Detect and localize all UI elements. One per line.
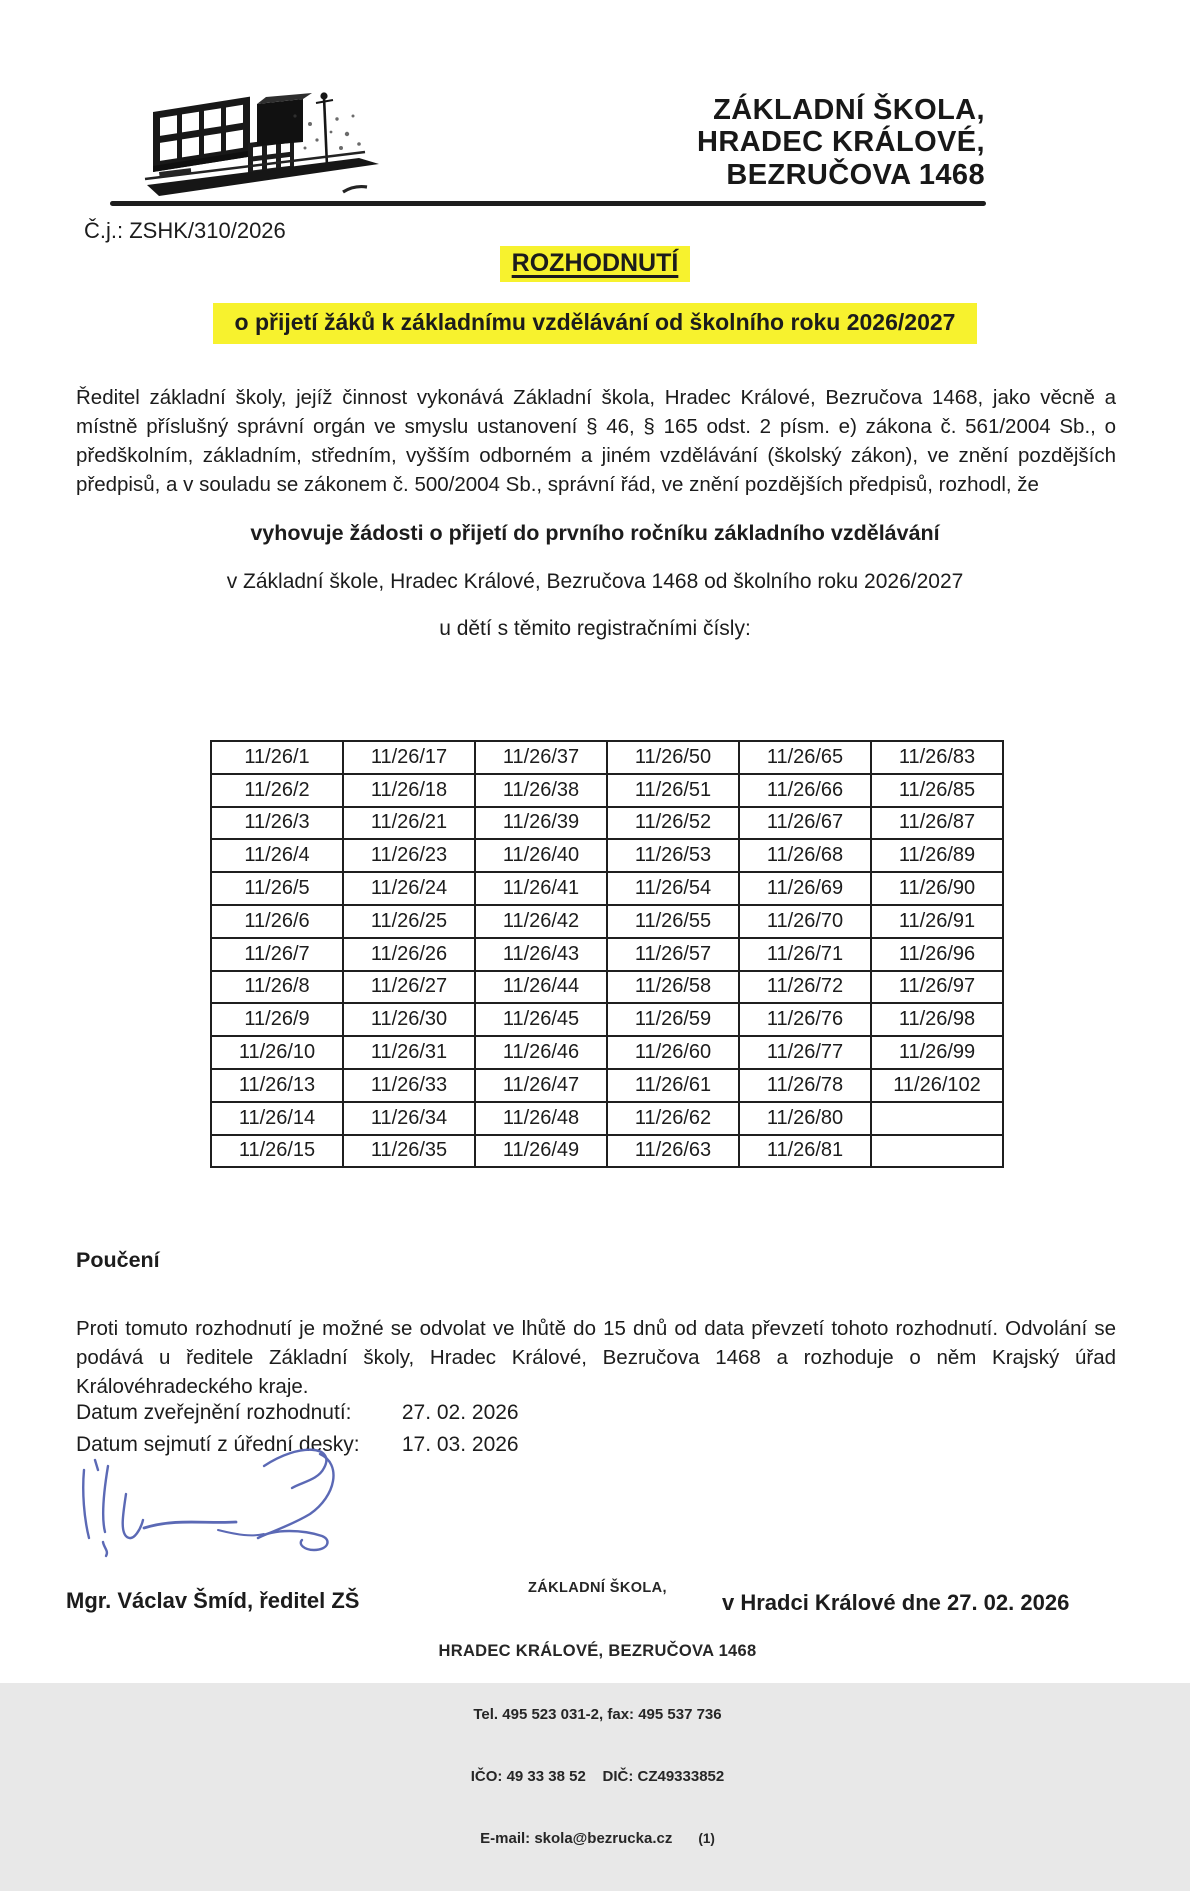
registration-cell: 11/26/43 [475, 938, 607, 971]
registration-cell: 11/26/48 [475, 1102, 607, 1135]
registration-cell: 11/26/10 [211, 1036, 343, 1069]
registration-cell: 11/26/14 [211, 1102, 343, 1135]
registration-cell: 11/26/18 [343, 774, 475, 807]
registration-cell: 11/26/87 [871, 807, 1003, 840]
table-row [211, 872, 1003, 905]
table-row [211, 1069, 1003, 1102]
registration-cell [871, 1135, 1003, 1168]
decision-statement: vyhovuje žádosti o přijetí do prvního ročníku základního vzdělávání [250, 521, 940, 545]
subtitle-row [0, 303, 1190, 344]
table-row [211, 938, 1003, 971]
registration-cell: 11/26/53 [607, 839, 739, 872]
date-published-label: Datum zveřejnění rozhodnutí: [76, 1401, 352, 1424]
registration-cell: 11/26/23 [343, 839, 475, 872]
stamp-line: ZÁKLADNÍ ŠKOLA, [528, 1580, 667, 1597]
registration-cell: 11/26/61 [607, 1069, 739, 1102]
document-subtitle: o přijetí žáků k základnímu vzdělávání od školního roku 2026/2027 [213, 303, 978, 344]
stamp-page-indicator: (1) [698, 1830, 715, 1846]
registration-cell: 11/26/55 [607, 905, 739, 938]
notice-heading: Poučení [76, 1248, 160, 1272]
registration-cell: 11/26/96 [871, 938, 1003, 971]
registration-cell: 11/26/4 [211, 839, 343, 872]
school-name-block [697, 94, 985, 191]
date-removed-value: 17. 03. 2026 [401, 1432, 519, 1456]
registration-cell: 11/26/77 [739, 1036, 871, 1069]
registration-cell: 11/26/30 [343, 1003, 475, 1036]
registration-cell: 11/26/24 [343, 872, 475, 905]
registration-cell: 11/26/66 [739, 774, 871, 807]
date-removed-label: Datum sejmutí z úřední desky: [76, 1432, 360, 1456]
registration-cell: 11/26/38 [475, 774, 607, 807]
registration-cell: 11/26/69 [739, 872, 871, 905]
registration-cell: 11/26/49 [475, 1135, 607, 1168]
registration-cell: 11/26/89 [871, 839, 1003, 872]
registration-cell: 11/26/54 [607, 872, 739, 905]
registration-cell: 11/26/98 [871, 1003, 1003, 1036]
signature [68, 1438, 373, 1588]
registration-cell: 11/26/76 [739, 1003, 871, 1036]
registration-cell: 11/26/65 [739, 741, 871, 774]
stamp-email: E-mail: skola@bezrucka.cz [480, 1829, 673, 1847]
registration-cell: 11/26/47 [475, 1069, 607, 1102]
registration-cell: 11/26/8 [211, 971, 343, 1004]
registration-cell: 11/26/1 [211, 741, 343, 774]
stamp-email-line [420, 1829, 775, 1849]
registration-cell: 11/26/9 [211, 1003, 343, 1036]
registration-cell: 11/26/57 [607, 938, 739, 971]
registration-cell: 11/26/34 [343, 1102, 475, 1135]
school-name-line: HRADEC KRÁLOVÉ, [697, 126, 985, 159]
registration-cell: 11/26/83 [871, 741, 1003, 774]
registration-cell: 11/26/42 [475, 905, 607, 938]
table-row [211, 1036, 1003, 1069]
registration-cell: 11/26/39 [475, 807, 607, 840]
table-row [211, 971, 1003, 1004]
stamp-line: HRADEC KRÁLOVÉ, BEZRUČOVA 1468 [438, 1641, 757, 1660]
registration-cell: 11/26/80 [739, 1102, 871, 1135]
registration-cell: 11/26/51 [607, 774, 739, 807]
table-row [211, 774, 1003, 807]
signer-name: Mgr. Václav Šmíd, ředitel ZŠ [66, 1588, 360, 1613]
table-row [211, 905, 1003, 938]
registration-cell: 11/26/60 [607, 1036, 739, 1069]
registration-cell: 11/26/25 [343, 905, 475, 938]
registration-cell: 11/26/45 [475, 1003, 607, 1036]
school-logo [145, 86, 397, 202]
registration-cell: 11/26/99 [871, 1036, 1003, 1069]
school-name-line: ZÁKLADNÍ ŠKOLA, [713, 94, 985, 126]
school-line: v Základní škole, Hradec Králové, Bezručova 1468 od školního roku 2026/2027 [226, 570, 964, 593]
registration-cell: 11/26/70 [739, 905, 871, 938]
registration-cell: 11/26/27 [343, 971, 475, 1004]
registration-cell: 11/26/26 [343, 938, 475, 971]
reference-number: Č.j.: ZSHK/310/2026 [84, 218, 286, 243]
date-published-value: 27. 02. 2026 [401, 1401, 519, 1424]
registration-cell: 11/26/44 [475, 971, 607, 1004]
registration-intro: u dětí s těmito registračními čísly: [439, 617, 751, 640]
school-building-icon [145, 86, 397, 202]
registration-cell: 11/26/17 [343, 741, 475, 774]
registration-cell: 11/26/15 [211, 1135, 343, 1168]
registration-table [210, 740, 1004, 1168]
registration-cell: 11/26/81 [739, 1135, 871, 1168]
registration-cell: 11/26/50 [607, 741, 739, 774]
place-and-date: v Hradci Králové dne 27. 02. 2026 [722, 1590, 1070, 1615]
registration-cell: 11/26/3 [211, 807, 343, 840]
registration-cell: 11/26/91 [871, 905, 1003, 938]
title-row [0, 246, 1190, 282]
registration-cell: 11/26/5 [211, 872, 343, 905]
registration-cell: 11/26/58 [607, 971, 739, 1004]
registration-cell: 11/26/37 [475, 741, 607, 774]
registration-cell: 11/26/85 [871, 774, 1003, 807]
registration-cell: 11/26/102 [871, 1069, 1003, 1102]
registration-cell: 11/26/31 [343, 1036, 475, 1069]
table-row [211, 1003, 1003, 1036]
stamp-line: IČO: 49 33 38 52 DIČ: CZ49333852 [470, 1767, 725, 1785]
table-row [211, 1102, 1003, 1135]
table-row [211, 807, 1003, 840]
registration-cell: 11/26/78 [739, 1069, 871, 1102]
table-row [211, 839, 1003, 872]
registration-cell: 11/26/97 [871, 971, 1003, 1004]
stamp-line: Tel. 495 523 031-2, fax: 495 537 736 [473, 1705, 722, 1723]
registration-cell: 11/26/68 [739, 839, 871, 872]
registration-cell: 11/26/40 [475, 839, 607, 872]
table-row [211, 741, 1003, 774]
date-published-row [76, 1397, 519, 1429]
registration-cell [871, 1102, 1003, 1135]
document-title: ROZHODNUTÍ [500, 246, 691, 282]
registration-cell: 11/26/21 [343, 807, 475, 840]
registration-cell: 11/26/72 [739, 971, 871, 1004]
registration-cell: 11/26/59 [607, 1003, 739, 1036]
registration-cell: 11/26/35 [343, 1135, 475, 1168]
registration-cell: 11/26/6 [211, 905, 343, 938]
registration-cell: 11/26/90 [871, 872, 1003, 905]
registration-cell: 11/26/63 [607, 1135, 739, 1168]
header-divider [110, 201, 986, 206]
signature-ink-icon [68, 1438, 373, 1588]
registration-cell: 11/26/62 [607, 1102, 739, 1135]
registration-cell: 11/26/46 [475, 1036, 607, 1069]
registration-cell: 11/26/71 [739, 938, 871, 971]
registration-cell: 11/26/13 [211, 1069, 343, 1102]
registration-cell: 11/26/7 [211, 938, 343, 971]
notice-paragraph: Proti tomuto rozhodnutí je možné se odvolat ve lhůtě do 15 dnů od data převzetí tohoto rozhodnutí. Odvolání se podává u ředitele Základní školy, Hradec Králové, Bezručova 1468 a rozhoduje o něm Krajský úřad Královéhradeckého kraje. [76, 1316, 1116, 1398]
school-name-line: BEZRUČOVA 1468 [726, 158, 985, 191]
registration-cell: 11/26/67 [739, 807, 871, 840]
intro-paragraph: Ředitel základní školy, jejíž činnost vykonává Základní škola, Hradec Králové, Bezručova 1468, jako věcně a místně příslušný správní orgán ve smyslu ustanovení § 46, § 165 odst. 2 písm. e) zákona č. 561/2004 Sb., o předškolním, základním, středním, vyšším odborném a jiném vzdělávání (školský zákon), ve znění pozdějších předpisů, a v souladu se zákonem č. 500/2004 Sb., správní řád, ve znění pozdějších předpisů, rozhodl, že [76, 385, 1116, 496]
registration-cell: 11/26/52 [607, 807, 739, 840]
registration-cell: 11/26/41 [475, 872, 607, 905]
registration-cell: 11/26/33 [343, 1069, 475, 1102]
table-row [211, 1135, 1003, 1168]
registration-cell: 11/26/2 [211, 774, 343, 807]
